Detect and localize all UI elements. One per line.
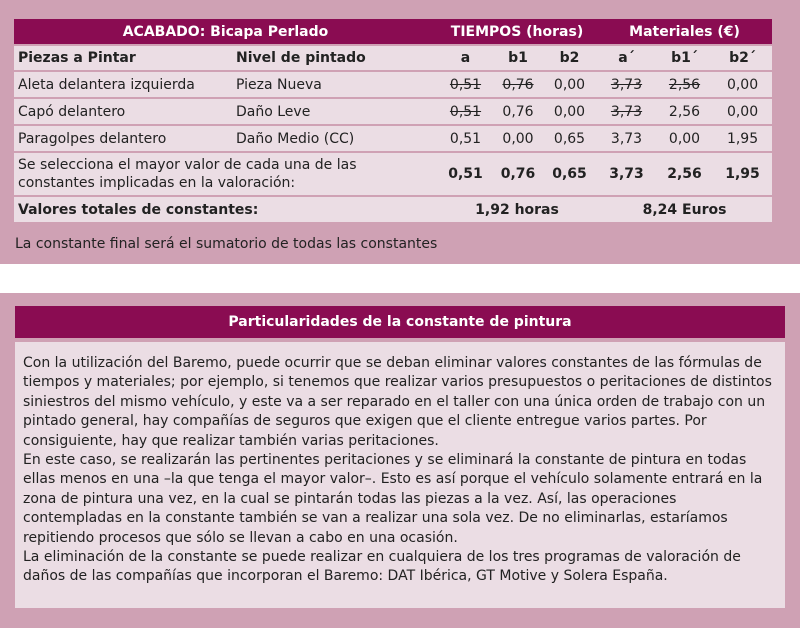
value-cell: 0,76: [494, 97, 542, 124]
selected-value: 0,76: [494, 151, 542, 195]
constants-table-wrap: [14, 19, 772, 222]
value-cell-struck: 3,73: [597, 70, 656, 97]
table-row: [14, 124, 772, 151]
selected-value: 1,95: [713, 151, 772, 195]
value-cell: 3,73: [597, 124, 656, 151]
value-cell: 2,56: [656, 97, 713, 124]
finish-header: ACABADO: Bicapa Perlado: [14, 19, 437, 44]
column-header: b1´: [656, 44, 713, 70]
selected-value: 0,65: [542, 151, 597, 195]
value-cell-struck: 0,51: [437, 97, 494, 124]
column-header: b1: [494, 44, 542, 70]
totals-label: Valores totales de constantes:: [14, 195, 437, 222]
value-cell: 0,00: [713, 97, 772, 124]
value-cell-struck: 2,56: [656, 70, 713, 97]
totals-row: [14, 195, 772, 222]
info-paragraph: La eliminación de la constante se puede realizar en cualquiera de los tres programas de valoración de daños de las compañías que incorporan el Baremo: DAT Ibérica, GT Motive y Solera España.: [23, 549, 741, 585]
piece-cell: Aleta delantera izquierda: [14, 70, 232, 97]
value-cell-struck: 3,73: [597, 97, 656, 124]
info-box-title: Particularidades de la constante de pintura: [15, 306, 785, 338]
times-header: TIEMPOS (horas): [437, 19, 597, 44]
info-paragraph: Con la utilización del Baremo, puede ocurrir que se deban eliminar valores constantes de las fórmulas de tiempos y materiales; por ejemplo, si tenemos que realizar varios presupuestos o peritaciones de distintos siniestros del mismo vehículo, y este va a ser reparado en el taller con una única orden de trabajo con un pintado general, hay compañías de seguros que exigen que el cliente entregue varios partes. Por consiguiente, hay que realizar también varias peritaciones.: [23, 355, 772, 449]
table-header-row: [14, 19, 772, 44]
column-header: b2´: [713, 44, 772, 70]
selection-text: Se selecciona el mayor valor de cada una de las constantes implicadas en la valoración:: [14, 151, 437, 195]
value-cell-struck: 0,51: [437, 70, 494, 97]
column-header: a´: [597, 44, 656, 70]
value-cell: 0,00: [656, 124, 713, 151]
piece-cell: Capó delantero: [14, 97, 232, 124]
column-header: a: [437, 44, 494, 70]
value-cell-struck: 0,76: [494, 70, 542, 97]
constants-table: [14, 19, 772, 222]
selected-value: 0,51: [437, 151, 494, 195]
value-cell: 0,51: [437, 124, 494, 151]
column-header: Nivel de pintado: [232, 44, 437, 70]
info-box-body: [15, 342, 785, 608]
level-cell: Pieza Nueva: [232, 70, 437, 97]
value-cell: 0,00: [494, 124, 542, 151]
materials-header: Materiales (€): [597, 19, 772, 44]
piece-cell: Paragolpes delantero: [14, 124, 232, 151]
constants-panel: [0, 0, 800, 264]
totals-materials: 8,24 Euros: [597, 195, 772, 222]
info-panel: [0, 293, 800, 628]
table-row: [14, 97, 772, 124]
info-paragraph: En este caso, se realizarán las pertinentes peritaciones y se eliminará la constante de pintura en todas ellas menos en una –la que tenga el mayor valor–. Esto es así porque el vehículo solamente entrará en la zona de pintura una vez, en la cual se pintarán todas las piezas a la vez. Así, las operaciones contempladas en la constante también se van a realizar una sola vez. De no eliminarlas, estaríamos repitiendo procesos que sólo se llevan a cabo en una ocasión.: [23, 452, 763, 546]
value-cell: 1,95: [713, 124, 772, 151]
value-cell: 0,65: [542, 124, 597, 151]
value-cell: 0,00: [713, 70, 772, 97]
value-cell: 0,00: [542, 97, 597, 124]
footnote: La constante final será el sumatorio de todas las constantes: [15, 236, 438, 252]
table-row: [14, 70, 772, 97]
column-header-row: [14, 44, 772, 70]
value-cell: 0,00: [542, 70, 597, 97]
level-cell: Daño Leve: [232, 97, 437, 124]
column-header: b2: [542, 44, 597, 70]
selected-value: 3,73: [597, 151, 656, 195]
level-cell: Daño Medio (CC): [232, 124, 437, 151]
selected-value: 2,56: [656, 151, 713, 195]
selection-row: [14, 151, 772, 195]
column-header: Piezas a Pintar: [14, 44, 232, 70]
totals-times: 1,92 horas: [437, 195, 597, 222]
